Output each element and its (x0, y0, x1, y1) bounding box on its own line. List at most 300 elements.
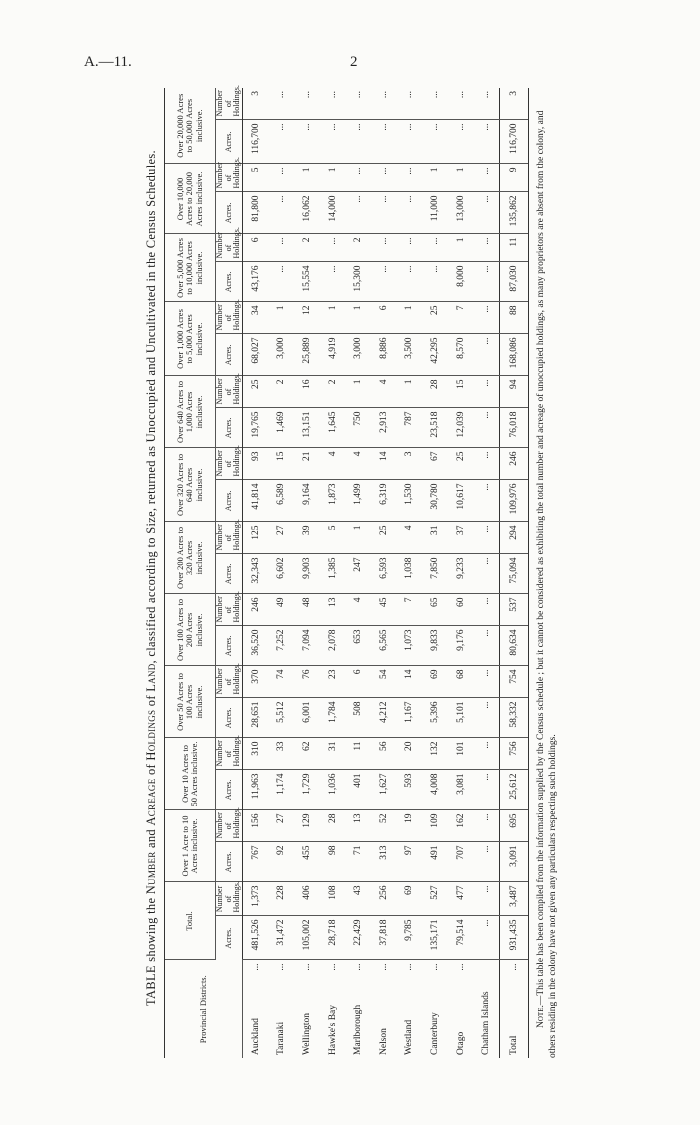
holdings-cell: 25 (448, 448, 474, 480)
acres-cell: 25,612 (499, 770, 528, 810)
holdings-header: Number of Holdings. (216, 522, 243, 554)
holdings-cell: 5 (320, 522, 346, 554)
acres-cell: 75,094 (499, 554, 528, 594)
acres-cell: 1,499 (345, 480, 371, 522)
holdings-cell: 13 (320, 594, 346, 626)
leader-dots: ... (378, 963, 389, 971)
acres-cell: 109,976 (499, 480, 528, 522)
holdings-cell: 34 (243, 302, 269, 334)
acres-cell: 491 (422, 842, 448, 882)
group-header: Over 1,000 Acres to 5,000 Acres inclusive. (165, 302, 216, 376)
holdings-cell: ... (473, 810, 499, 842)
acres-cell: 37,818 (371, 916, 397, 960)
acres-cell: 28,651 (243, 698, 269, 738)
acres-cell: 7,094 (294, 626, 320, 666)
holdings-cell: 1 (422, 164, 448, 192)
holdings-cell: 4 (345, 594, 371, 626)
acres-cell: 653 (345, 626, 371, 666)
acres-cell: ... (345, 192, 371, 234)
acres-cell: 8,570 (448, 334, 474, 376)
holdings-cell: ... (473, 234, 499, 262)
district-name: Auckland (250, 1018, 261, 1055)
leader-dots: ... (455, 963, 466, 971)
holdings-cell: 2 (345, 234, 371, 262)
acres-cell: ... (320, 120, 346, 164)
acres-cell: ... (473, 192, 499, 234)
acres-cell: 9,785 (397, 916, 423, 960)
holdings-cell: 60 (448, 594, 474, 626)
acres-cell: ... (397, 262, 423, 302)
acres-cell: ... (473, 626, 499, 666)
group-header: Over 5,000 Acres to 10,000 Acres inclusive. (165, 234, 216, 302)
acres-cell: 1,174 (269, 770, 295, 810)
holdings-cell: ... (269, 88, 295, 120)
holdings-cell: ... (269, 234, 295, 262)
holdings-cell: 129 (294, 810, 320, 842)
acres-cell: 12,039 (448, 408, 474, 448)
holdings-cell: ... (473, 594, 499, 626)
acres-cell: 16,062 (294, 192, 320, 234)
acres-cell: 68,027 (243, 334, 269, 376)
group-header: Over 100 Acres to 200 Acres inclusive. (165, 594, 216, 666)
acres-header: Acres. (216, 192, 243, 234)
acres-cell: ... (371, 192, 397, 234)
acres-cell: ... (473, 334, 499, 376)
acres-cell: 10,617 (448, 480, 474, 522)
acres-cell: 7,850 (422, 554, 448, 594)
total-row (499, 88, 528, 1058)
holdings-header: Number of Holdings. (216, 164, 243, 192)
leader-dots: ... (250, 963, 261, 971)
holdings-cell: 109 (422, 810, 448, 842)
district-name-cell (448, 960, 474, 1058)
acres-cell: 5,101 (448, 698, 474, 738)
title-text: of (144, 691, 158, 710)
acres-cell: ... (320, 262, 346, 302)
table-row (473, 88, 499, 1058)
title-text: and (144, 825, 158, 852)
district-name: Chatham Islands (481, 991, 492, 1055)
district-name: Taranaki (276, 1021, 287, 1055)
table-title (140, 98, 162, 1058)
acres-cell: ... (397, 120, 423, 164)
holdings-table (164, 85, 529, 1058)
table-note (535, 98, 559, 1058)
acres-cell: 8,000 (448, 262, 474, 302)
acres-cell: 5,512 (269, 698, 295, 738)
acres-cell: 3,081 (448, 770, 474, 810)
holdings-cell: 25 (371, 522, 397, 554)
holdings-cell: ... (473, 522, 499, 554)
holdings-cell: 9 (499, 164, 528, 192)
holdings-cell: 65 (422, 594, 448, 626)
holdings-cell: ... (448, 88, 474, 120)
acres-cell: 247 (345, 554, 371, 594)
table-row (294, 88, 320, 1058)
holdings-cell: 4 (320, 448, 346, 480)
holdings-cell: ... (345, 88, 371, 120)
acres-cell: 1,073 (397, 626, 423, 666)
acres-header: Acres. (216, 698, 243, 738)
acres-cell: 1,627 (371, 770, 397, 810)
acres-cell: ... (345, 120, 371, 164)
holdings-cell: 527 (422, 882, 448, 916)
acres-cell: 9,833 (422, 626, 448, 666)
holdings-cell: ... (294, 88, 320, 120)
group-header: Over 10,000 Acres to 20,000 Acres inclusive. (165, 164, 216, 234)
holdings-cell: 246 (499, 448, 528, 480)
district-name-cell (243, 960, 269, 1058)
holdings-cell: 1 (448, 234, 474, 262)
leader-dots: ... (276, 963, 287, 971)
acres-header: Acres. (216, 842, 243, 882)
acres-cell: 58,332 (499, 698, 528, 738)
acres-cell: 92 (269, 842, 295, 882)
district-name-cell (397, 960, 423, 1058)
acres-cell: 71 (345, 842, 371, 882)
holdings-cell: 7 (397, 594, 423, 626)
acres-cell: 707 (448, 842, 474, 882)
acres-cell: 28,718 (320, 916, 346, 960)
acres-cell: 3,500 (397, 334, 423, 376)
acres-cell: 41,814 (243, 480, 269, 522)
table-row (243, 88, 269, 1058)
acres-cell: 2,913 (371, 408, 397, 448)
acres-cell: 168,086 (499, 334, 528, 376)
holdings-cell: 16 (294, 376, 320, 408)
holdings-cell: 310 (243, 738, 269, 770)
acres-header: Acres. (216, 626, 243, 666)
acres-cell: 6,001 (294, 698, 320, 738)
holdings-cell: 4 (397, 522, 423, 554)
holdings-cell: 48 (294, 594, 320, 626)
holdings-cell: 1 (320, 164, 346, 192)
table-row (320, 88, 346, 1058)
holdings-cell: ... (345, 164, 371, 192)
district-name: Canterbury (429, 1012, 440, 1055)
acres-cell: 22,429 (345, 916, 371, 960)
title-text: Land (144, 663, 158, 692)
acres-cell: 8,886 (371, 334, 397, 376)
holdings-cell: 19 (397, 810, 423, 842)
acres-cell: ... (473, 480, 499, 522)
holdings-cell: 94 (499, 376, 528, 408)
acres-cell: 401 (345, 770, 371, 810)
holdings-cell: 6 (243, 234, 269, 262)
acres-cell: 9,176 (448, 626, 474, 666)
title-text: of (144, 760, 158, 779)
district-name: Hawke's Bay (327, 1005, 338, 1055)
acres-cell: 30,780 (422, 480, 448, 522)
holdings-cell: ... (320, 88, 346, 120)
acres-cell: 19,765 (243, 408, 269, 448)
holdings-cell: 54 (371, 666, 397, 698)
acres-cell: 3,091 (499, 842, 528, 882)
acres-cell: ... (294, 120, 320, 164)
leader-dots: ... (508, 963, 519, 971)
acres-cell: 135,171 (422, 916, 448, 960)
acres-header: Acres. (216, 770, 243, 810)
holdings-cell: ... (320, 234, 346, 262)
acres-cell: 6,602 (269, 554, 295, 594)
acres-cell: 508 (345, 698, 371, 738)
holdings-cell: 1 (269, 302, 295, 334)
acres-cell: 4,212 (371, 698, 397, 738)
acres-cell: 4,008 (422, 770, 448, 810)
group-header-row (165, 88, 216, 1058)
district-name-cell (371, 960, 397, 1058)
note-label: Note. (535, 1005, 546, 1028)
holdings-cell: 4 (371, 376, 397, 408)
table-row (345, 88, 371, 1058)
holdings-cell: 88 (499, 302, 528, 334)
acres-header: Acres. (216, 120, 243, 164)
acres-cell: 32,343 (243, 554, 269, 594)
acres-cell: ... (473, 262, 499, 302)
sub-header-row (216, 88, 243, 1058)
district-name-cell (345, 960, 371, 1058)
acres-cell: 5,396 (422, 698, 448, 738)
acres-header: Acres. (216, 262, 243, 302)
holdings-cell: 14 (397, 666, 423, 698)
holdings-cell: ... (371, 164, 397, 192)
holdings-cell: 3 (397, 448, 423, 480)
holdings-cell: 6 (371, 302, 397, 334)
holdings-cell: ... (473, 448, 499, 480)
holdings-cell: ... (473, 738, 499, 770)
holdings-header: Number of Holdings. (216, 234, 243, 262)
acres-cell: 105,002 (294, 916, 320, 960)
holdings-header: Number of Holdings. (216, 810, 243, 842)
acres-cell: 25,889 (294, 334, 320, 376)
acres-cell: 1,038 (397, 554, 423, 594)
district-name-cell (499, 960, 528, 1058)
holdings-cell: 31 (320, 738, 346, 770)
acres-cell: 1,385 (320, 554, 346, 594)
group-header: Over 50 Acres to 100 Acres inclusive. (165, 666, 216, 738)
holdings-cell: 3 (243, 88, 269, 120)
holdings-cell: 69 (422, 666, 448, 698)
acres-cell: 1,167 (397, 698, 423, 738)
holdings-header: Number of Holdings. (216, 594, 243, 626)
acres-cell: 593 (397, 770, 423, 810)
holdings-cell: 37 (448, 522, 474, 554)
holdings-cell: ... (473, 376, 499, 408)
holdings-header: Number of Holdings. (216, 666, 243, 698)
holdings-cell: 15 (269, 448, 295, 480)
holdings-cell: 25 (422, 302, 448, 334)
holdings-header: Number of Holdings. (216, 302, 243, 334)
acres-cell: ... (473, 916, 499, 960)
holdings-header: Number of Holdings. (216, 376, 243, 408)
acres-cell: 135,862 (499, 192, 528, 234)
acres-cell: 3,000 (345, 334, 371, 376)
acres-cell: 14,000 (320, 192, 346, 234)
holdings-cell: 62 (294, 738, 320, 770)
holdings-cell: 68 (448, 666, 474, 698)
acres-cell: 42,295 (422, 334, 448, 376)
holdings-cell: 7 (448, 302, 474, 334)
acres-header: Acres. (216, 334, 243, 376)
group-header: Over 200 Acres to 320 Acres inclusive. (165, 522, 216, 594)
acres-cell: 931,435 (499, 916, 528, 960)
district-name: Nelson (378, 1028, 389, 1055)
holdings-cell: 23 (320, 666, 346, 698)
holdings-cell: 1 (448, 164, 474, 192)
holdings-cell: 162 (448, 810, 474, 842)
holdings-cell: 1 (397, 302, 423, 334)
acres-header: Acres. (216, 408, 243, 448)
holdings-cell: 370 (243, 666, 269, 698)
holdings-cell: 406 (294, 882, 320, 916)
table-row (422, 88, 448, 1058)
acres-cell: ... (473, 770, 499, 810)
holdings-cell: 28 (320, 810, 346, 842)
table-row (448, 88, 474, 1058)
acres-cell: 81,800 (243, 192, 269, 234)
holdings-cell: 67 (422, 448, 448, 480)
acres-cell: 116,700 (499, 120, 528, 164)
holdings-cell: 2 (269, 376, 295, 408)
district-header: Provincial Districts. (165, 960, 243, 1058)
holdings-cell: ... (473, 666, 499, 698)
acres-cell: 7,252 (269, 626, 295, 666)
acres-cell: 6,319 (371, 480, 397, 522)
holdings-cell: 56 (371, 738, 397, 770)
holdings-cell: 256 (371, 882, 397, 916)
rotated-table-block (140, 85, 560, 1058)
holdings-cell: 754 (499, 666, 528, 698)
acres-cell: 1,036 (320, 770, 346, 810)
acres-cell: 750 (345, 408, 371, 448)
district-name-cell (269, 960, 295, 1058)
holdings-cell: 43 (345, 882, 371, 916)
acres-cell: 1,530 (397, 480, 423, 522)
acres-cell: 13,000 (448, 192, 474, 234)
acres-cell: ... (448, 120, 474, 164)
acres-cell: 6,589 (269, 480, 295, 522)
title-text: Acreage (144, 778, 158, 826)
holdings-cell: 6 (345, 666, 371, 698)
holdings-cell: 3,487 (499, 882, 528, 916)
holdings-cell: 1 (345, 522, 371, 554)
holdings-cell: ... (397, 234, 423, 262)
table-row (397, 88, 423, 1058)
holdings-cell: 1,373 (243, 882, 269, 916)
holdings-cell: 756 (499, 738, 528, 770)
acres-header: Acres. (216, 916, 243, 960)
acres-cell: ... (422, 120, 448, 164)
holdings-cell: 125 (243, 522, 269, 554)
acres-cell: ... (473, 120, 499, 164)
holdings-cell: 5 (243, 164, 269, 192)
acres-cell: ... (473, 698, 499, 738)
group-header: Over 320 Acres to 640 Acres inclusive. (165, 448, 216, 522)
holdings-cell: ... (473, 882, 499, 916)
acres-cell: 76,018 (499, 408, 528, 448)
page-number: 2 (350, 54, 358, 70)
holdings-cell: 1 (294, 164, 320, 192)
acres-header: Acres. (216, 554, 243, 594)
acres-cell: 1,729 (294, 770, 320, 810)
page-reference: A.—11. (84, 54, 132, 70)
acres-cell: 23,518 (422, 408, 448, 448)
holdings-cell: 156 (243, 810, 269, 842)
leader-dots: ... (301, 963, 312, 971)
holdings-cell: ... (397, 164, 423, 192)
holdings-cell: 2 (294, 234, 320, 262)
table-body (243, 88, 529, 1058)
holdings-cell: 21 (294, 448, 320, 480)
acres-cell: 313 (371, 842, 397, 882)
acres-cell: 9,233 (448, 554, 474, 594)
holdings-cell: 101 (448, 738, 474, 770)
acres-cell: 80,634 (499, 626, 528, 666)
holdings-cell: 33 (269, 738, 295, 770)
acres-cell: ... (422, 262, 448, 302)
holdings-cell: 695 (499, 810, 528, 842)
group-header: Over 640 Acres to 1,000 Acres inclusive. (165, 376, 216, 448)
holdings-cell: 1 (345, 376, 371, 408)
holdings-cell: ... (269, 164, 295, 192)
leader-dots: ... (353, 963, 364, 971)
acres-cell: 1,873 (320, 480, 346, 522)
acres-cell: 6,565 (371, 626, 397, 666)
acres-cell: 43,176 (243, 262, 269, 302)
acres-cell: 31,472 (269, 916, 295, 960)
acres-cell: 3,000 (269, 334, 295, 376)
holdings-cell: 12 (294, 302, 320, 334)
holdings-cell: ... (371, 234, 397, 262)
holdings-cell: 31 (422, 522, 448, 554)
acres-cell: 11,000 (422, 192, 448, 234)
district-name-cell (473, 960, 499, 1058)
title-text: , classified according to Size, returned as Unoccupied and Uncultivated in the Census Schedules. (144, 150, 158, 664)
acres-cell: ... (473, 408, 499, 448)
holdings-cell: 11 (499, 234, 528, 262)
holdings-cell: 4 (345, 448, 371, 480)
holdings-cell: 14 (371, 448, 397, 480)
holdings-cell: ... (422, 234, 448, 262)
holdings-cell: 27 (269, 522, 295, 554)
holdings-cell: ... (473, 164, 499, 192)
acres-cell: 6,593 (371, 554, 397, 594)
holdings-cell: 93 (243, 448, 269, 480)
acres-cell: 36,520 (243, 626, 269, 666)
holdings-cell: ... (422, 88, 448, 120)
title-text: Number (144, 851, 158, 895)
district-name-cell (422, 960, 448, 1058)
holdings-cell: 74 (269, 666, 295, 698)
leader-dots: ... (327, 963, 338, 971)
group-header: Total. (165, 882, 216, 960)
holdings-cell: 246 (243, 594, 269, 626)
title-text: TABLE showing the (144, 894, 158, 1006)
holdings-cell: 28 (422, 376, 448, 408)
group-header: Over 1 Acre to 10 Acres inclusive. (165, 810, 216, 882)
holdings-cell: 27 (269, 810, 295, 842)
holdings-cell: 20 (397, 738, 423, 770)
holdings-cell: 2 (320, 376, 346, 408)
acres-cell: 97 (397, 842, 423, 882)
district-name: Wellington (301, 1013, 312, 1055)
acres-cell: ... (397, 192, 423, 234)
acres-cell: 1,469 (269, 408, 295, 448)
acres-cell: 1,645 (320, 408, 346, 448)
leader-dots: ... (429, 963, 440, 971)
holdings-cell: ... (371, 88, 397, 120)
holdings-cell: 39 (294, 522, 320, 554)
